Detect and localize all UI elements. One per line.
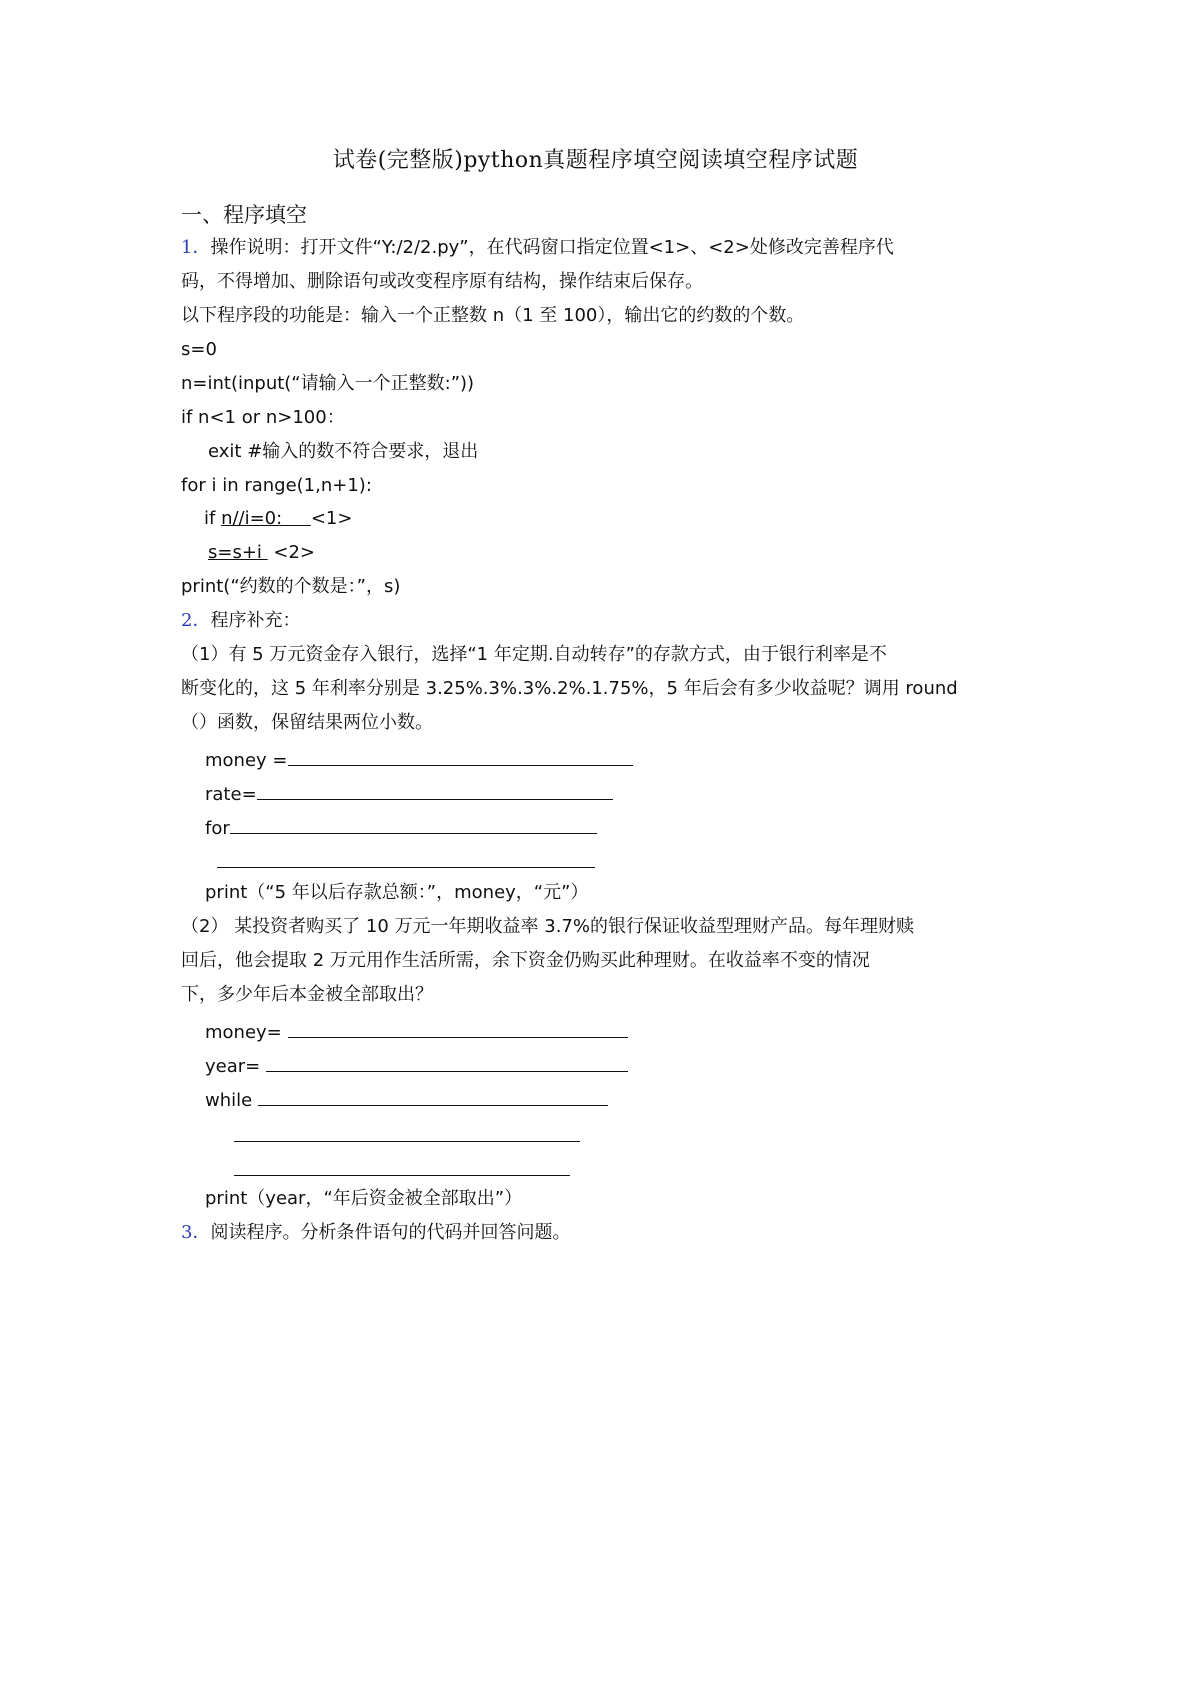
section-heading: 一、程序填空 [181,203,307,227]
fill-label-money: money = [205,750,288,771]
blank-marker-2: <2> [267,542,315,563]
code-line-8: print(“约数的个数是：”，s) [181,576,401,597]
fill-line-rate [205,779,613,807]
q1-line1 [181,236,894,260]
code-line-4: exit #输入的数不符合要求，退出 [208,441,479,462]
q2-heading [181,609,300,633]
answer-blank-line[interactable] [234,1140,580,1142]
code-line-7 [208,541,315,565]
answer-blank-line[interactable] [217,866,595,868]
answer-blank[interactable] [288,745,633,766]
fill-line-year [205,1051,628,1079]
blank-marker-1: <1> [310,508,353,529]
q3-line [181,1221,570,1245]
fill-line-for [205,813,597,841]
q2-p2-line1: （2） 某投资者购买了 10 万元一年期收益率 3.7%的银行保证收益型理财产品。每年理财赎 [181,916,914,937]
code-blank-2: s=s+i [208,542,268,563]
q3-number: 3． [181,1222,211,1243]
code-line-5: for i in range(1,n+1): [181,475,372,496]
fill-label-for: for [205,818,230,839]
q2-head-text: 程序补充： [210,610,301,631]
code-line-6 [204,507,352,531]
q1-number: 1． [181,237,211,258]
fill-line-print: print（“5 年以后存款总额：”，money，“元”） [205,882,589,903]
q2-p2-line2: 回后，他会提取 2 万元用作生活所需，余下资金仍购买此种理财。在收益率不变的情况 [181,950,870,971]
answer-blank-line[interactable] [234,1174,570,1176]
fill-label-while: while [205,1090,258,1111]
q2-p1-line3: （）函数，保留结果两位小数。 [181,712,433,733]
answer-blank[interactable] [230,813,597,834]
fill-label-year: year= [205,1056,266,1077]
answer-blank[interactable] [257,779,613,800]
code-if-keyword: if [204,508,222,529]
answer-blank[interactable] [288,1017,628,1038]
q2-number: 2． [181,610,211,631]
fill-label-money2: money= [205,1022,288,1043]
fill-line-print2: print（year，“年后资金被全部取出”） [205,1188,523,1209]
answer-blank[interactable] [258,1085,608,1106]
q2-p1-line1: （1）有 5 万元资金存入银行，选择“1 年定期.自动转存”的存款方式，由于银行利率是不 [181,644,887,665]
fill-label-rate: rate= [205,784,257,805]
q1-text-line2: 码，不得增加、删除语句或改变程序原有结构，操作结束后保存。 [181,271,703,292]
fill-line-while [205,1085,608,1113]
page-title: 试卷(完整版)python真题程序填空阅读填空程序试题 [332,148,859,173]
code-line-1: s=0 [181,339,217,360]
q1-text-line3: 以下程序段的功能是：输入一个正整数 n（1 至 100），输出它的约数的个数。 [181,305,805,326]
code-line-2: n=int(input(“请输入一个正整数:”)) [181,373,475,394]
fill-line-money2 [205,1017,628,1045]
q2-p2-line3: 下，多少年后本金被全部取出？ [181,984,433,1005]
q1-text-line1: 操作说明：打开文件“Y:/2/2.py”，在代码窗口指定位置<1>、<2>处修改完善程序代 [210,237,894,258]
answer-blank[interactable] [266,1051,628,1072]
code-blank-1: n//i=0: [221,508,311,529]
fill-line-money [205,745,633,773]
q2-p1-line2: 断变化的，这 5 年利率分别是 3.25%.3%.3%.2%.1.75%，5 年后会有多少收益呢？调用 round [181,678,958,699]
q3-text: 阅读程序。分析条件语句的代码并回答问题。 [210,1222,571,1243]
code-line-3: if n<1 or n>100： [181,407,345,428]
